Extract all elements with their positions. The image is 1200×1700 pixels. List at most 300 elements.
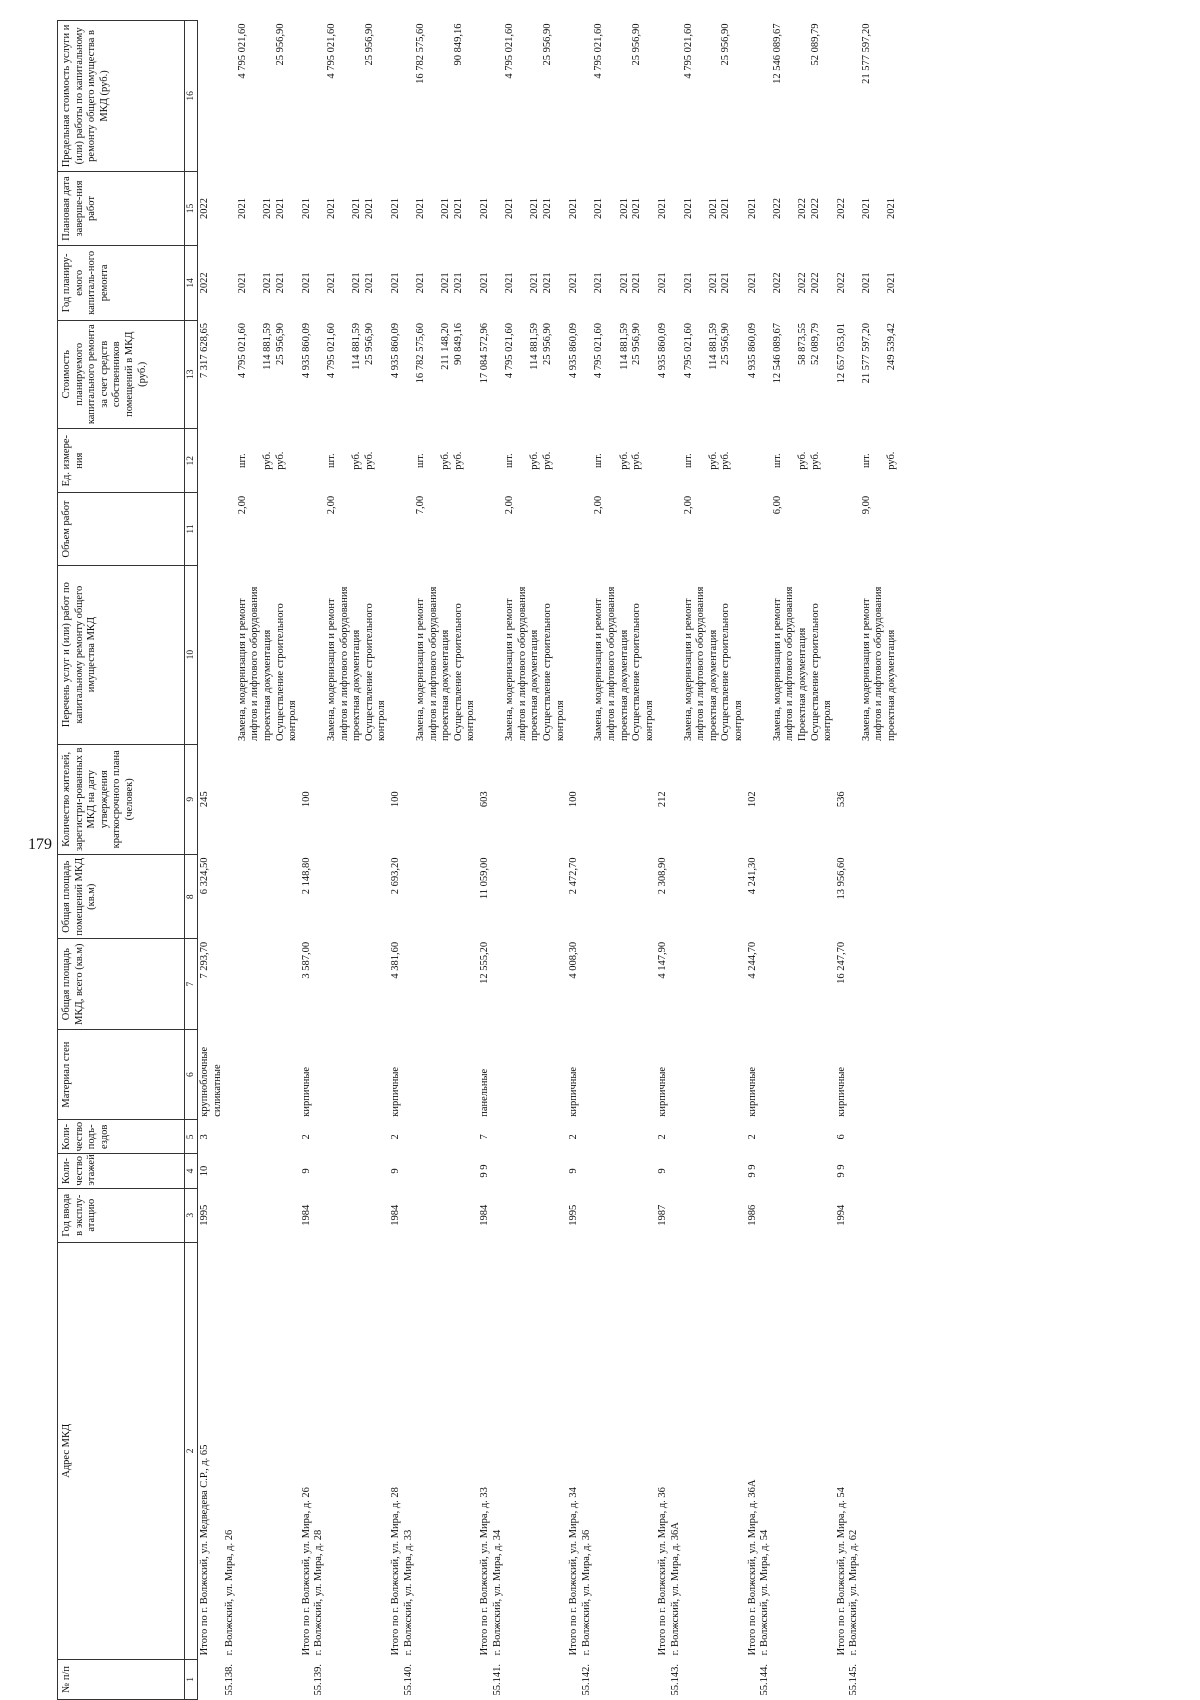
cell-col-2: [797, 1242, 810, 1659]
cell-col-2: [683, 1242, 708, 1659]
cell-col-2: г. Волжский, ул. Мира, д. 28: [313, 1529, 325, 1656]
cell-col-10: проектная документация: [529, 629, 541, 742]
cell-col-2: [351, 1242, 364, 1659]
cell-col-10: [835, 565, 849, 744]
cell-col-9: [415, 744, 440, 855]
cell-col-8: [759, 855, 772, 939]
cell-col-13: 4 795 021,60: [593, 323, 605, 379]
cell-col-5: [492, 1120, 505, 1154]
cell-col-15: 2021: [746, 198, 758, 219]
cell-col-15: 2022: [199, 198, 210, 219]
cell-col-1: [593, 1659, 618, 1699]
cell-col-4: [861, 1154, 886, 1188]
cell-col-7: [504, 939, 529, 1029]
cell-col-8: [772, 855, 797, 939]
cell-col-15: [403, 171, 416, 245]
cell-col-9: [848, 744, 861, 855]
cell-col-14: [313, 246, 326, 320]
cell-col-16: 25 956,90: [631, 23, 643, 66]
cell-col-9: 603: [479, 791, 491, 808]
cell-col-2: [593, 1242, 618, 1659]
cell-col-8: [453, 855, 478, 939]
cell-col-8: [492, 855, 505, 939]
cell-col-9: [440, 744, 453, 855]
cell-col-9: [275, 744, 300, 855]
cell-col-6: [619, 1029, 632, 1119]
cell-col-2: [772, 1242, 797, 1659]
cell-col-1: 55.138.: [224, 1664, 236, 1696]
cell-col-15: 2021: [504, 198, 516, 219]
cell-col-11: 6,00: [771, 495, 783, 515]
cell-col-6: [351, 1029, 364, 1119]
cell-col-3: [886, 1188, 899, 1242]
cell-col-6: крупноблочные силикатные: [199, 1046, 223, 1117]
cell-col-3: [772, 1188, 797, 1242]
cell-col-9: [453, 744, 478, 855]
cell-col-10: Осуществление строительного контроля: [452, 603, 477, 742]
table-row-header: [492, 21, 505, 1700]
table-row-work: [797, 21, 810, 1700]
cell-col-12: [492, 429, 505, 493]
cell-col-15: 2021: [415, 198, 427, 219]
cell-col-1: [415, 1659, 440, 1699]
cell-col-9: [720, 744, 745, 855]
cell-col-9: 536: [835, 791, 847, 808]
cell-col-8: [326, 855, 351, 939]
column-number-5: 5: [185, 1120, 198, 1154]
cell-col-6: [542, 1029, 567, 1119]
cell-col-1: 55.145.: [848, 1664, 860, 1696]
cell-col-14: 2021: [479, 272, 491, 294]
cell-col-2: [326, 1242, 351, 1659]
cell-col-1: [504, 1659, 529, 1699]
table-row-header: [759, 21, 772, 1700]
cell-col-14: 2021: [618, 272, 630, 294]
column-number-11: 11: [185, 493, 198, 565]
cell-col-15: [581, 171, 594, 245]
cell-col-14: 2021: [261, 272, 273, 294]
cell-col-12: [313, 429, 326, 493]
cell-col-4: [593, 1154, 618, 1188]
cell-col-14: 2021: [593, 272, 605, 294]
cell-col-5: [504, 1120, 529, 1154]
cell-col-16: 4 795 021,60: [593, 23, 605, 79]
cell-col-4: [581, 1154, 594, 1188]
cell-col-16: 25 956,90: [542, 23, 554, 66]
cell-col-2: Итого по г. Волжский, ул. Мира, д. 54: [835, 1487, 847, 1656]
cell-col-2: [364, 1242, 389, 1659]
cell-col-13: 12 546 089,67: [771, 323, 783, 384]
cell-col-10: проектная документация: [351, 629, 363, 742]
cell-col-13: 114 881,59: [618, 323, 630, 370]
cell-col-11: [720, 493, 745, 565]
table-row-work: [861, 21, 886, 1700]
cell-col-5: 6: [835, 1134, 847, 1140]
cell-col-7: [492, 939, 505, 1029]
table-row-work: [542, 21, 567, 1700]
cell-col-7: 4 244,70: [746, 941, 758, 979]
cell-col-14: 2021: [236, 272, 248, 294]
cell-col-10: Осуществление строительного контроля: [809, 603, 834, 742]
cell-col-8: [504, 855, 529, 939]
cell-col-8: [415, 855, 440, 939]
cell-col-11: [631, 493, 656, 565]
cell-col-7: 16 247,70: [835, 941, 847, 984]
cell-col-8: [861, 855, 886, 939]
cell-col-9: [326, 744, 351, 855]
cell-col-15: 2021: [351, 198, 363, 219]
cell-col-3: 1995: [568, 1204, 580, 1226]
cell-col-8: 2 472,70: [568, 857, 580, 895]
cell-col-4: [759, 1154, 772, 1188]
cell-col-11: [389, 493, 403, 565]
cell-col-13: 211 148,20: [440, 323, 452, 370]
cell-col-5: [351, 1120, 364, 1154]
cell-col-5: 2: [746, 1134, 758, 1140]
cell-col-5: [720, 1120, 745, 1154]
cell-col-7: [351, 939, 364, 1029]
cell-col-11: [886, 493, 899, 565]
cell-col-8: [275, 855, 300, 939]
cell-col-15: 2021: [631, 198, 643, 219]
cell-col-13: [313, 320, 326, 429]
cell-col-7: [364, 939, 389, 1029]
cell-col-4: [453, 1154, 478, 1188]
cell-col-1: 55.142.: [580, 1664, 592, 1696]
cell-col-6: [631, 1029, 656, 1119]
cell-col-16: [313, 21, 326, 172]
cell-col-4: [326, 1154, 351, 1188]
cell-col-3: [542, 1188, 567, 1242]
cell-col-9: [364, 744, 389, 855]
cell-col-15: [670, 171, 683, 245]
cell-col-15: 2021: [529, 198, 541, 219]
cell-col-8: [542, 855, 567, 939]
cell-col-2: [529, 1242, 542, 1659]
cell-col-2: г. Волжский, ул. Мира, д. 34: [491, 1529, 503, 1656]
table-header: [58, 21, 198, 1700]
cell-col-16: 90 849,16: [452, 23, 464, 66]
cell-col-5: [670, 1120, 683, 1154]
cell-col-14: 2021: [720, 272, 732, 294]
cell-col-12: [581, 429, 594, 493]
cell-col-16: [440, 21, 453, 172]
table-row-work: [720, 21, 745, 1700]
cell-col-16: 16 782 575,60: [415, 23, 427, 84]
cell-col-2: [886, 1242, 899, 1659]
column-header-2: Адрес МКД: [58, 1242, 185, 1659]
cell-col-5: [326, 1120, 351, 1154]
cell-col-6: [326, 1029, 351, 1119]
table-row-work: [364, 21, 389, 1700]
cell-col-16: [797, 21, 810, 172]
cell-col-12: шт.: [682, 453, 694, 468]
cell-col-6: [313, 1029, 326, 1119]
cell-col-5: 7: [479, 1134, 491, 1140]
cell-col-8: [683, 855, 708, 939]
cell-col-15: 2021: [720, 198, 732, 219]
cell-col-8: [529, 855, 542, 939]
cell-col-12: руб.: [796, 451, 808, 470]
cell-col-4: [275, 1154, 300, 1188]
table-row-total: [656, 21, 670, 1700]
table-row-total: [300, 21, 314, 1700]
cell-col-12: [656, 429, 670, 493]
cell-col-10: Замена, модернизация и ремонт лифтов и лифтового оборудования: [771, 586, 796, 742]
cell-col-9: [581, 744, 594, 855]
cell-col-5: [848, 1120, 861, 1154]
cell-col-3: [810, 1188, 835, 1242]
cell-col-3: [224, 1188, 237, 1242]
cell-col-6: [581, 1029, 594, 1119]
cell-col-4: 9: [300, 1168, 312, 1174]
cell-col-12: шт.: [504, 453, 516, 468]
cell-col-14: 2021: [300, 272, 312, 294]
cell-col-11: 9,00: [860, 495, 872, 515]
cell-col-2: г. Волжский, ул. Мира, д. 62: [848, 1529, 860, 1656]
cell-col-16: [835, 21, 849, 172]
cell-col-10: проектная документация: [440, 629, 452, 742]
cell-col-5: 2: [568, 1134, 580, 1140]
cell-col-11: [656, 493, 670, 565]
table-row-header: [403, 21, 416, 1700]
cell-col-12: [300, 429, 314, 493]
cell-col-3: 1994: [835, 1204, 847, 1226]
cell-col-6: [772, 1029, 797, 1119]
cell-col-16: 4 795 021,60: [504, 23, 516, 79]
cell-col-13: 4 935 860,09: [300, 323, 312, 379]
cell-col-3: [631, 1188, 656, 1242]
cell-col-3: [581, 1188, 594, 1242]
cell-col-8: [670, 855, 683, 939]
cell-col-13: 25 956,90: [720, 323, 732, 366]
table-row-work: [886, 21, 899, 1700]
cell-col-7: 4 008,30: [568, 941, 580, 979]
cell-col-4: 9: [568, 1168, 580, 1174]
cell-col-8: 4 241,30: [746, 857, 758, 895]
cell-col-16: [708, 21, 721, 172]
table-row-work: [810, 21, 835, 1700]
cell-col-14: [759, 246, 772, 320]
cell-col-1: [772, 1659, 797, 1699]
cell-col-3: [275, 1188, 300, 1242]
cell-col-7: [683, 939, 708, 1029]
cell-col-12: руб.: [542, 451, 554, 470]
cell-col-10: [656, 565, 670, 744]
cell-col-13: 52 089,79: [809, 323, 821, 366]
cell-col-7: [810, 939, 835, 1029]
cell-col-6: [810, 1029, 835, 1119]
header-label-row: [58, 21, 185, 1700]
cell-col-3: 1984: [300, 1204, 312, 1226]
cell-col-8: [440, 855, 453, 939]
cell-col-3: [759, 1188, 772, 1242]
cell-col-9: [886, 744, 899, 855]
cell-col-6: [504, 1029, 529, 1119]
cell-col-1: [656, 1659, 670, 1699]
cell-col-1: [567, 1659, 581, 1699]
cell-col-3: [440, 1188, 453, 1242]
cell-col-5: [224, 1120, 237, 1154]
table-row-work: [453, 21, 478, 1700]
cell-col-3: [403, 1188, 416, 1242]
cell-col-7: [708, 939, 721, 1029]
table-row-work: [440, 21, 453, 1700]
cell-col-10: проектная документация: [707, 629, 719, 742]
table-row-total: [567, 21, 581, 1700]
table-row-work: [275, 21, 300, 1700]
cell-col-11: [746, 493, 760, 565]
cell-col-8: [262, 855, 275, 939]
cell-col-15: 2021: [479, 198, 491, 219]
cell-col-3: [326, 1188, 351, 1242]
cell-col-8: [313, 855, 326, 939]
cell-col-10: Замена, модернизация и ремонт лифтов и лифтового оборудования: [325, 586, 350, 742]
cell-col-14: 2021: [415, 272, 427, 294]
cell-col-9: [683, 744, 708, 855]
cell-col-7: [326, 939, 351, 1029]
cell-col-7: [237, 939, 262, 1029]
cell-col-8: [810, 855, 835, 939]
cell-col-15: 2021: [236, 198, 248, 219]
cell-col-15: 2021: [707, 198, 719, 219]
cell-col-1: [389, 1659, 403, 1699]
cell-col-3: [529, 1188, 542, 1242]
table-row-header: [224, 21, 237, 1700]
cell-col-2: г. Волжский, ул. Мира, д. 54: [759, 1529, 771, 1656]
cell-col-14: [492, 246, 505, 320]
cell-col-12: [198, 429, 225, 493]
column-number-16: 16: [185, 21, 198, 172]
cell-col-13: 25 956,90: [274, 323, 286, 366]
cell-col-4: 9 9: [746, 1164, 758, 1178]
cell-col-15: [492, 171, 505, 245]
cell-col-6: кирпичные: [657, 1066, 669, 1117]
column-header-16: Предельная стоимость услуги и (или) работы по капитальному ремонту общего имущества в МКД (руб.): [58, 21, 185, 172]
cell-col-2: [440, 1242, 453, 1659]
cell-col-16: [746, 21, 760, 172]
cell-col-12: руб.: [529, 451, 541, 470]
cell-col-9: 100: [389, 791, 401, 808]
cell-col-7: [403, 939, 416, 1029]
cell-col-13: 7 317 628,65: [199, 323, 210, 379]
cell-col-3: [504, 1188, 529, 1242]
cell-col-9: [351, 744, 364, 855]
column-number-15: 15: [185, 171, 198, 245]
cell-col-15: 2021: [325, 198, 337, 219]
cell-col-9: [529, 744, 542, 855]
cell-col-1: [478, 1659, 492, 1699]
table-row-work: [262, 21, 275, 1700]
cell-col-13: 25 956,90: [542, 323, 554, 366]
cell-col-13: 12 657 053,01: [835, 323, 847, 384]
cell-col-14: 2021: [707, 272, 719, 294]
cell-col-3: [797, 1188, 810, 1242]
cell-col-12: руб.: [631, 451, 643, 470]
cell-col-8: 2 308,90: [657, 857, 669, 895]
cell-col-8: 13 956,60: [835, 857, 847, 900]
cell-col-15: 2021: [593, 198, 605, 219]
cell-col-5: [886, 1120, 899, 1154]
cell-col-13: 4 935 860,09: [746, 323, 758, 379]
cell-col-11: 2,00: [682, 495, 694, 515]
cell-col-16: [492, 21, 505, 172]
cell-col-9: [542, 744, 567, 855]
cell-col-16: [670, 21, 683, 172]
cell-col-4: [670, 1154, 683, 1188]
cell-col-5: [861, 1120, 886, 1154]
cell-col-16: 21 577 597,20: [860, 23, 872, 84]
cell-col-8: [797, 855, 810, 939]
cell-col-13: 4 795 021,60: [682, 323, 694, 379]
cell-col-4: [848, 1154, 861, 1188]
cell-col-2: [504, 1242, 529, 1659]
cell-col-10: [313, 565, 326, 744]
cell-col-9: [504, 744, 529, 855]
cell-col-2: [861, 1242, 886, 1659]
cell-col-12: руб.: [707, 451, 719, 470]
cell-col-6: [364, 1029, 389, 1119]
rotated-page: [57, 20, 1187, 1700]
cell-col-14: 2021: [886, 272, 898, 294]
cell-col-15: 2021: [452, 198, 464, 219]
column-header-1: № п/п: [58, 1659, 185, 1699]
cell-col-2: [415, 1242, 440, 1659]
cell-col-3: [364, 1188, 389, 1242]
cell-col-16: [403, 21, 416, 172]
cell-col-10: Осуществление строительного контроля: [631, 603, 655, 742]
cell-col-2: г. Волжский, ул. Мира, д. 33: [402, 1529, 414, 1656]
cell-col-11: [364, 493, 389, 565]
cell-col-1: [835, 1659, 849, 1699]
cell-col-1: [529, 1659, 542, 1699]
cell-col-9: [262, 744, 275, 855]
cell-col-7: [631, 939, 656, 1029]
column-header-5: Коли-чество подъ-ездов: [58, 1120, 185, 1154]
cell-col-10: Замена, модернизация и ремонт лифтов и лифтового оборудования: [415, 586, 439, 742]
cell-col-7: [581, 939, 594, 1029]
cell-col-6: кирпичные: [389, 1066, 401, 1117]
cell-col-10: Замена, модернизация и ремонт лифтов и лифтового оборудования: [593, 586, 617, 742]
cell-col-3: [708, 1188, 721, 1242]
table-row-total: [389, 21, 403, 1700]
cell-col-7: 3 587,00: [300, 941, 312, 979]
cell-col-5: [415, 1120, 440, 1154]
cell-col-15: 2021: [618, 198, 630, 219]
cell-col-12: руб.: [886, 451, 898, 470]
cell-col-15: [848, 171, 861, 245]
cell-col-14: 2021: [389, 272, 401, 294]
cell-col-16: [759, 21, 772, 172]
cell-col-6: кирпичные: [746, 1066, 758, 1117]
cell-col-8: [720, 855, 745, 939]
cell-col-5: [593, 1120, 618, 1154]
column-header-6: Материал стен: [58, 1029, 185, 1119]
cell-col-6: [403, 1029, 416, 1119]
cell-col-14: 2021: [325, 272, 337, 294]
cell-col-14: [403, 246, 416, 320]
cell-col-1: [720, 1659, 745, 1699]
cell-col-4: [224, 1154, 237, 1188]
cell-col-11: [835, 493, 849, 565]
cell-col-13: 4 795 021,60: [236, 323, 248, 379]
cell-col-6: [224, 1029, 237, 1119]
cell-col-10: проектная документация: [886, 629, 898, 742]
cell-col-10: Осуществление строительного контроля: [720, 603, 744, 742]
cell-col-7: [772, 939, 797, 1029]
column-number-2: 2: [185, 1242, 198, 1659]
cell-col-11: [198, 493, 225, 565]
